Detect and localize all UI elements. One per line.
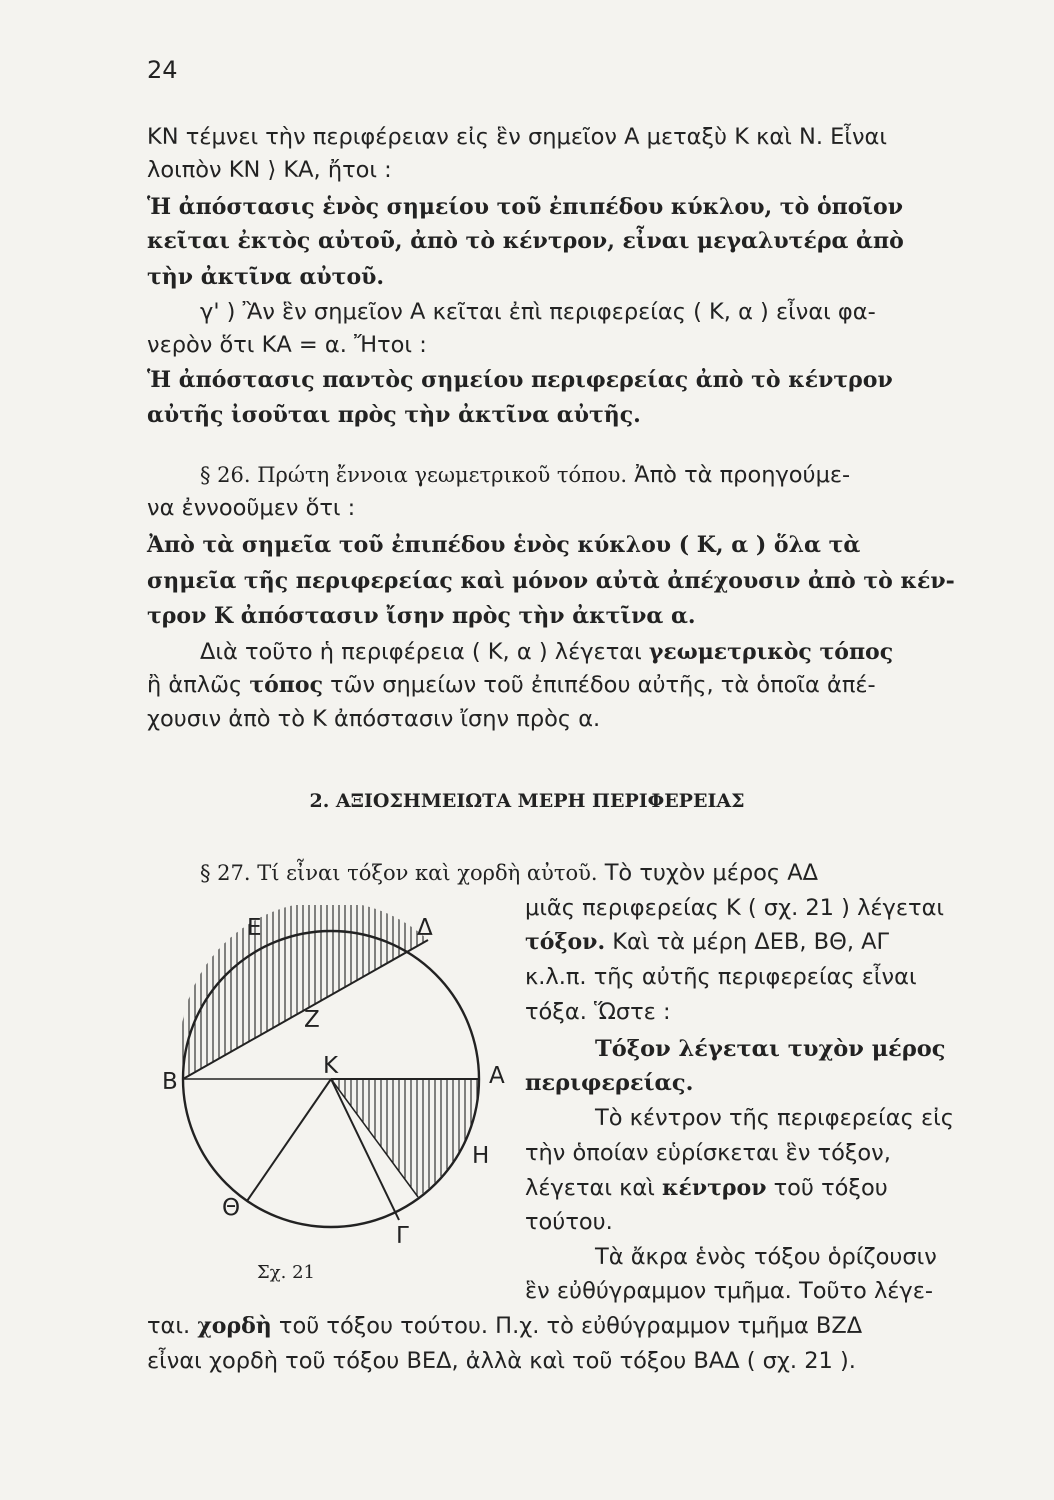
text-line: εἶναι χορδὴ τοῦ τόξου ΒΕΔ, ἀλλὰ καὶ τοῦ τόξου ΒΑΔ ( σχ. 21 ). xyxy=(147,1348,856,1374)
page-number: 24 xyxy=(147,56,178,84)
term-locus: τόπος xyxy=(249,672,323,698)
label-Th: Θ xyxy=(222,1195,241,1221)
label-K: Κ xyxy=(323,1053,339,1079)
text-line: Τὸ κέντρον τῆς περιφερείας εἰς xyxy=(595,1105,954,1131)
term-chord: χορδὴ xyxy=(197,1313,272,1339)
text-span: ται. xyxy=(147,1313,191,1339)
theorem-line: Τόξον λέγεται τυχὸν μέρος xyxy=(595,1036,946,1062)
term-center: κέντρον xyxy=(661,1175,767,1201)
text-line: κ.λ.π. τῆς αὐτῆς περιφερείας εἶναι xyxy=(525,964,917,990)
label-H: Η xyxy=(472,1143,490,1169)
theorem-line: αὐτῆς ἰσοῦται πρὸς τὴν ἀκτῖνα αὐτῆς. xyxy=(147,402,641,428)
text-line: τούτου. xyxy=(525,1209,613,1235)
text-span: Τὸ τυχὸν μέρος ΑΔ xyxy=(604,860,819,886)
section-27-title: § 27. Τί εἶναι τόξον καὶ χορδὴ αὐτοῦ. xyxy=(200,861,598,885)
text-line: να ἐννοοῦμεν ὅτι : xyxy=(147,495,356,521)
theorem-line: κεῖται ἐκτὸς αὐτοῦ, ἀπὸ τὸ κέντρον, εἶναι μεγαλυτέρα ἀπὸ xyxy=(147,228,904,254)
text-line: ΚΝ τέμνει τὴν περιφέρειαν εἰς ἓν σημεῖον Α μεταξὺ Κ καὶ Ν. Εἶναι xyxy=(147,124,887,150)
section-26-line xyxy=(200,460,987,490)
text-line: γ' ) Ἂν ἓν σημεῖον Α κεῖται ἐπὶ περιφερείας ( Κ, α ) εἶναι φα- xyxy=(200,299,876,325)
theorem-line: τρον Κ ἀπόστασιν ἴσην πρὸς τὴν ἀκτῖνα α. xyxy=(147,603,696,629)
text-span: Καὶ τὰ μέρη ΔΕΒ, ΒΘ, ΑΓ xyxy=(612,929,890,955)
text-span: λέγεται καὶ xyxy=(525,1175,655,1201)
label-Z: Ζ xyxy=(304,1007,320,1033)
text-line xyxy=(147,1311,987,1341)
theorem-line: περιφερείας. xyxy=(525,1070,694,1096)
radius-KTh xyxy=(247,1079,331,1201)
theorem-line: τὴν ἀκτῖνα αὐτοῦ. xyxy=(147,264,385,290)
text-span: τοῦ τόξου xyxy=(773,1175,888,1201)
term-arc: τόξον. xyxy=(525,929,606,955)
text-line: μιᾶς περιφερείας Κ ( σχ. 21 ) λέγεται xyxy=(525,895,945,921)
term-geometric-locus: γεωμετρικὸς τόπος xyxy=(648,639,894,665)
theorem-line: Ἡ ἀπόστασις ἑνὸς σημείου τοῦ ἐπιπέδου κύκλου, τὸ ὁποῖον xyxy=(147,194,903,220)
section-26-title: § 26. Πρώτη ἔννοια γεωμετρικοῦ τόπου. xyxy=(200,463,628,487)
text-line: τὴν ὁποίαν εὑρίσκεται ἓν τόξον, xyxy=(525,1140,891,1166)
text-span: ἢ ἁπλῶς xyxy=(147,672,243,698)
figure-caption: Σχ. 21 xyxy=(257,1262,315,1283)
theorem-line: Ἀπὸ τὰ σημεῖα τοῦ ἐπιπέδου ἑνὸς κύκλου ( Κ, α ) ὅλα τὰ xyxy=(147,532,861,558)
hatched-segment-upper xyxy=(180,905,428,1079)
label-G: Γ xyxy=(396,1223,409,1249)
label-E: Ε xyxy=(247,915,262,941)
section-heading: 2. ΑΞΙΟΣΗΜΕΙΩΤΑ ΜΕΡΗ ΠΕΡΙΦΕΡΕΙΑΣ xyxy=(309,790,745,812)
theorem-line: Ἡ ἀπόστασις παντὸς σημείου περιφερείας ἀπὸ τὸ κέντρον xyxy=(147,367,893,393)
text-span: Διὰ τοῦτο ἡ περιφέρεια ( Κ, α ) λέγεται xyxy=(200,639,642,665)
text-span: τῶν σημείων τοῦ ἐπιπέδου αὐτῆς, τὰ ὁποῖα ἀπέ- xyxy=(330,672,876,698)
text-line: χουσιν ἀπὸ τὸ Κ ἀπόστασιν ἴσην πρὸς α. xyxy=(147,706,601,732)
text-line: νερὸν ὅτι ΚΑ = α. Ἤτοι : xyxy=(147,332,427,358)
text-line xyxy=(200,637,987,667)
text-span: Ἀπὸ τὰ προηγούμε- xyxy=(634,462,851,488)
label-B: Β xyxy=(162,1069,178,1095)
label-D: Δ xyxy=(417,915,433,941)
figure-21 xyxy=(152,905,524,1285)
text-line xyxy=(147,670,987,700)
theorem-line: σημεῖα τῆς περιφερείας καὶ μόνον αὐτὰ ἀπέχουσιν ἀπὸ τὸ κέν- xyxy=(147,568,955,594)
text-span: τοῦ τόξου τούτου. Π.χ. τὸ εὐθύγραμμον τμῆμα ΒΖΔ xyxy=(278,1313,863,1339)
text-line: ἓν εὐθύγραμμον τμῆμα. Τοῦτο λέγε- xyxy=(525,1278,934,1304)
label-A: Α xyxy=(489,1063,505,1089)
text-line: τόξα. Ὥστε : xyxy=(525,999,671,1025)
text-line xyxy=(525,1173,987,1203)
section-27-line xyxy=(200,858,987,888)
text-line xyxy=(525,927,987,957)
text-line: λοιπὸν ΚΝ ⟩ ΚΑ, ἤτοι : xyxy=(147,157,392,183)
text-line: Τὰ ἄκρα ἑνὸς τόξου ὁρίζουσιν xyxy=(595,1244,937,1270)
